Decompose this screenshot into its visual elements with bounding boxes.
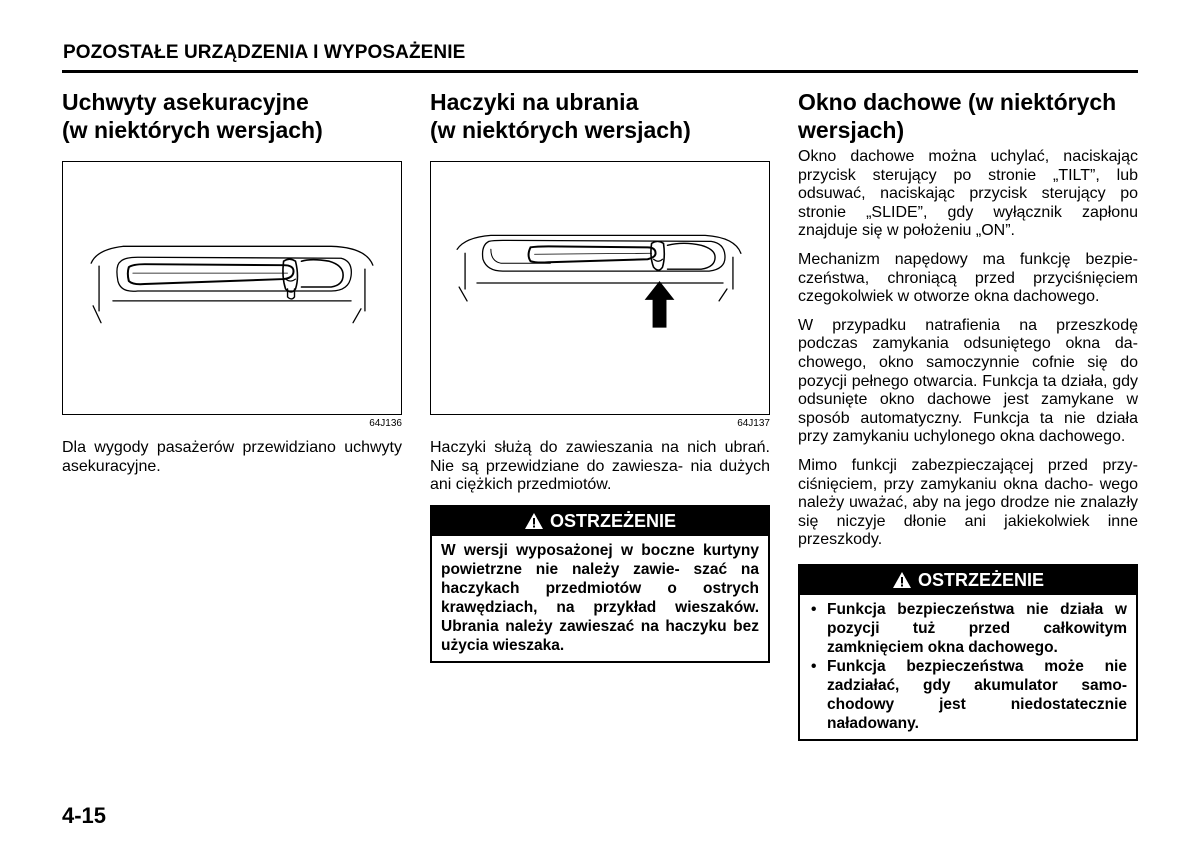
warning-triangle-icon — [892, 571, 912, 589]
coat-hooks-warning-title: OSTRZEŻENIE — [549, 510, 676, 531]
assist-grip-illustration — [62, 161, 402, 415]
sunroof-warning-item: • Funkcja bezpieczeństwa może nie zadziałać, gdy akumulator samo- chodowy jest niedostatecznie naładowany. — [809, 657, 1127, 733]
coat-hook-drawing — [431, 162, 769, 414]
header-rule — [62, 70, 1138, 73]
sunroof-warning-item: • Funkcja bezpieczeństwa nie działa w pozycji tuż przed całkowitym zamknięciem okna dachowego. — [809, 600, 1127, 657]
sunroof-heading-line2: wersjach) — [798, 117, 905, 143]
section-header: POZOSTAŁE URZĄDZENIA I WYPOSAŻENIE — [63, 42, 466, 63]
up-arrow-icon — [645, 281, 675, 328]
assist-grips-description: Dla wygody pasażerów przewidziano uchwyty asekuracyjne. — [62, 439, 402, 475]
coat-hooks-heading-line2: (w niektórych wersjach) — [430, 117, 691, 143]
coat-hooks-warning-box — [430, 505, 770, 663]
coat-hooks-warning-header — [432, 507, 768, 536]
sunroof-warning-header — [800, 566, 1136, 595]
sunroof-paragraph-2: Mechanizm napędowy ma funkcję bezpie- czeństwa, chroniącą przed przyciśnięciem czegokolwiek w otworze okna dachowego. — [798, 250, 1138, 306]
sunroof-paragraph-3: W przypadku natrafienia na przeszkodę podczas zamykania odsuniętego okna da- chowego, okno samoczynnie cofnie się do pozycji pełnego otwarcia. Funkcja ta działa, gdy odsunięte okno dachowe jest zamykane w sposób automatyczny. Funkcja ta nie działa przy zamykaniu uchylonego okna dachowego. — [798, 316, 1138, 446]
sunroof-warning-box — [798, 564, 1138, 741]
sunroof-paragraph-1: Okno dachowe można uchylać, naciskając przycisk sterujący po stronie „TILT”, lub odsuwać, naciskając przycisk sterujący po stronie „SLIDE”, gdy wyłącznik zapłonu znajduje się w położeniu „ON”. — [798, 148, 1138, 240]
sunroof-heading — [798, 88, 1138, 144]
warning-triangle-icon — [524, 512, 544, 530]
sunroof-paragraph-4: Mimo funkcji zabezpieczającej przed przy- ciśnięciem, przy zamykaniu okna dacho- wego należy uważać, aby na jego drodze nie znalazły się niczyje dłonie ani jakiekolwiek inne przeszkody. — [798, 456, 1138, 549]
assist-grip-figure-code: 64J136 — [369, 418, 402, 429]
coat-hook-figure-code: 64J137 — [737, 418, 770, 429]
sunroof-warning-title: OSTRZEŻENIE — [917, 569, 1044, 590]
coat-hooks-description: Haczyki służą do zawieszania na nich ubrań. Nie są przewidziane do zawiesza- nia dużych ani ciężkich przedmiotów. — [430, 439, 770, 494]
sunroof-warning-list — [800, 595, 1136, 739]
coat-hook-illustration — [430, 161, 770, 415]
assist-grips-heading-line2: (w niektórych wersjach) — [62, 117, 323, 143]
sunroof-heading-line1: Okno dachowe (w niektórych — [798, 89, 1117, 115]
page-number: 4-15 — [62, 803, 107, 828]
assist-grip-drawing — [63, 162, 401, 414]
coat-hooks-heading-line1: Haczyki na ubrania — [430, 89, 639, 115]
assist-grips-heading-line1: Uchwyty asekuracyjne — [62, 89, 309, 115]
column-coat-hooks — [430, 88, 770, 663]
coat-hooks-heading — [430, 88, 770, 144]
column-sunroof — [798, 88, 1138, 741]
coat-hooks-warning-text: W wersji wyposażonej w boczne kurtyny powietrzne nie należy zawie- szać na haczykach przedmiotów o ostrych krawędziach, na przykład wieszaków. Ubrania należy zawieszać na haczyku bez użycia wieszaka. — [441, 541, 759, 654]
column-assist-grips — [62, 88, 402, 486]
assist-grips-heading — [62, 88, 402, 144]
